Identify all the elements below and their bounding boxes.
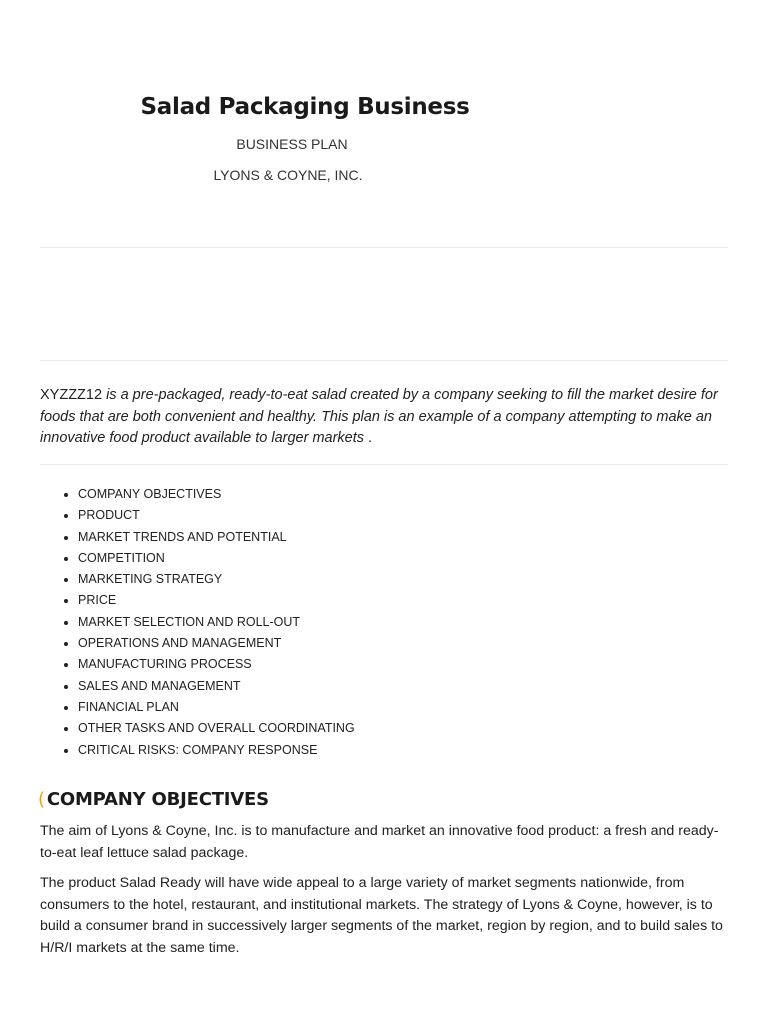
toc-item[interactable]: • COMPETITION <box>78 548 355 569</box>
intro-lead: XYZZZ12 <box>40 387 103 403</box>
toc-item[interactable]: • MANUFACTURING PROCESS <box>78 654 355 675</box>
toc-item[interactable]: • MARKETING STRATEGY <box>78 569 355 590</box>
section-paragraph: The product Salad Ready will have wide appeal to a large variety of market segments nationwide, from consumers to the hotel, restaurant, and institutional markets. The strategy of Lyons & Coyne, however, is to build a consumer brand in successively larger segments of the market, region by region, and to build sales to H/R/I markets at the same time. <box>40 875 723 956</box>
company-name: LYONS & COYNE, INC. <box>213 167 363 183</box>
divider <box>40 360 728 361</box>
toc-item[interactable]: • OPERATIONS AND MANAGEMENT <box>78 633 355 654</box>
intro-tail: . <box>364 430 373 446</box>
toc-item[interactable]: • FINANCIAL PLAN <box>78 697 355 718</box>
toc-item[interactable]: • OTHER TASKS AND OVERALL COORDINATING <box>78 718 355 739</box>
toc-item[interactable]: • SALES AND MANAGEMENT <box>78 676 355 697</box>
toc-item[interactable]: • PRICE <box>78 590 355 611</box>
toc-item[interactable]: • MARKET SELECTION AND ROLL-OUT <box>78 612 355 633</box>
toc-item[interactable]: • COMPANY OBJECTIVES <box>78 484 355 505</box>
section-accent-paren: ( <box>38 789 45 810</box>
table-of-contents <box>58 484 355 761</box>
toc-item[interactable]: • MARKET TRENDS AND POTENTIAL <box>78 527 355 548</box>
document-subtitle: BUSINESS PLAN <box>236 136 348 152</box>
intro-body: is a pre-packaged, ready-to-eat salad created by a company seeking to fill the market desire for foods that are both convenient and healthy. This plan is an example of a company attempting to make an innovative food product available to larger markets <box>40 387 718 446</box>
section-heading-text: COMPANY OBJECTIVES <box>46 789 269 810</box>
divider <box>40 464 728 465</box>
intro-paragraph <box>40 385 730 450</box>
toc-item[interactable]: • CRITICAL RISKS: COMPANY RESPONSE <box>78 740 355 761</box>
divider <box>40 247 728 248</box>
toc-item[interactable]: • PRODUCT <box>78 505 355 526</box>
section-paragraph: The aim of Lyons & Coyne, Inc. is to manufacture and market an innovative food product: a fresh and ready-to-eat leaf lettuce salad package. <box>40 823 719 861</box>
section-heading <box>38 789 269 810</box>
document-title: Salad Packaging Business <box>140 94 470 120</box>
